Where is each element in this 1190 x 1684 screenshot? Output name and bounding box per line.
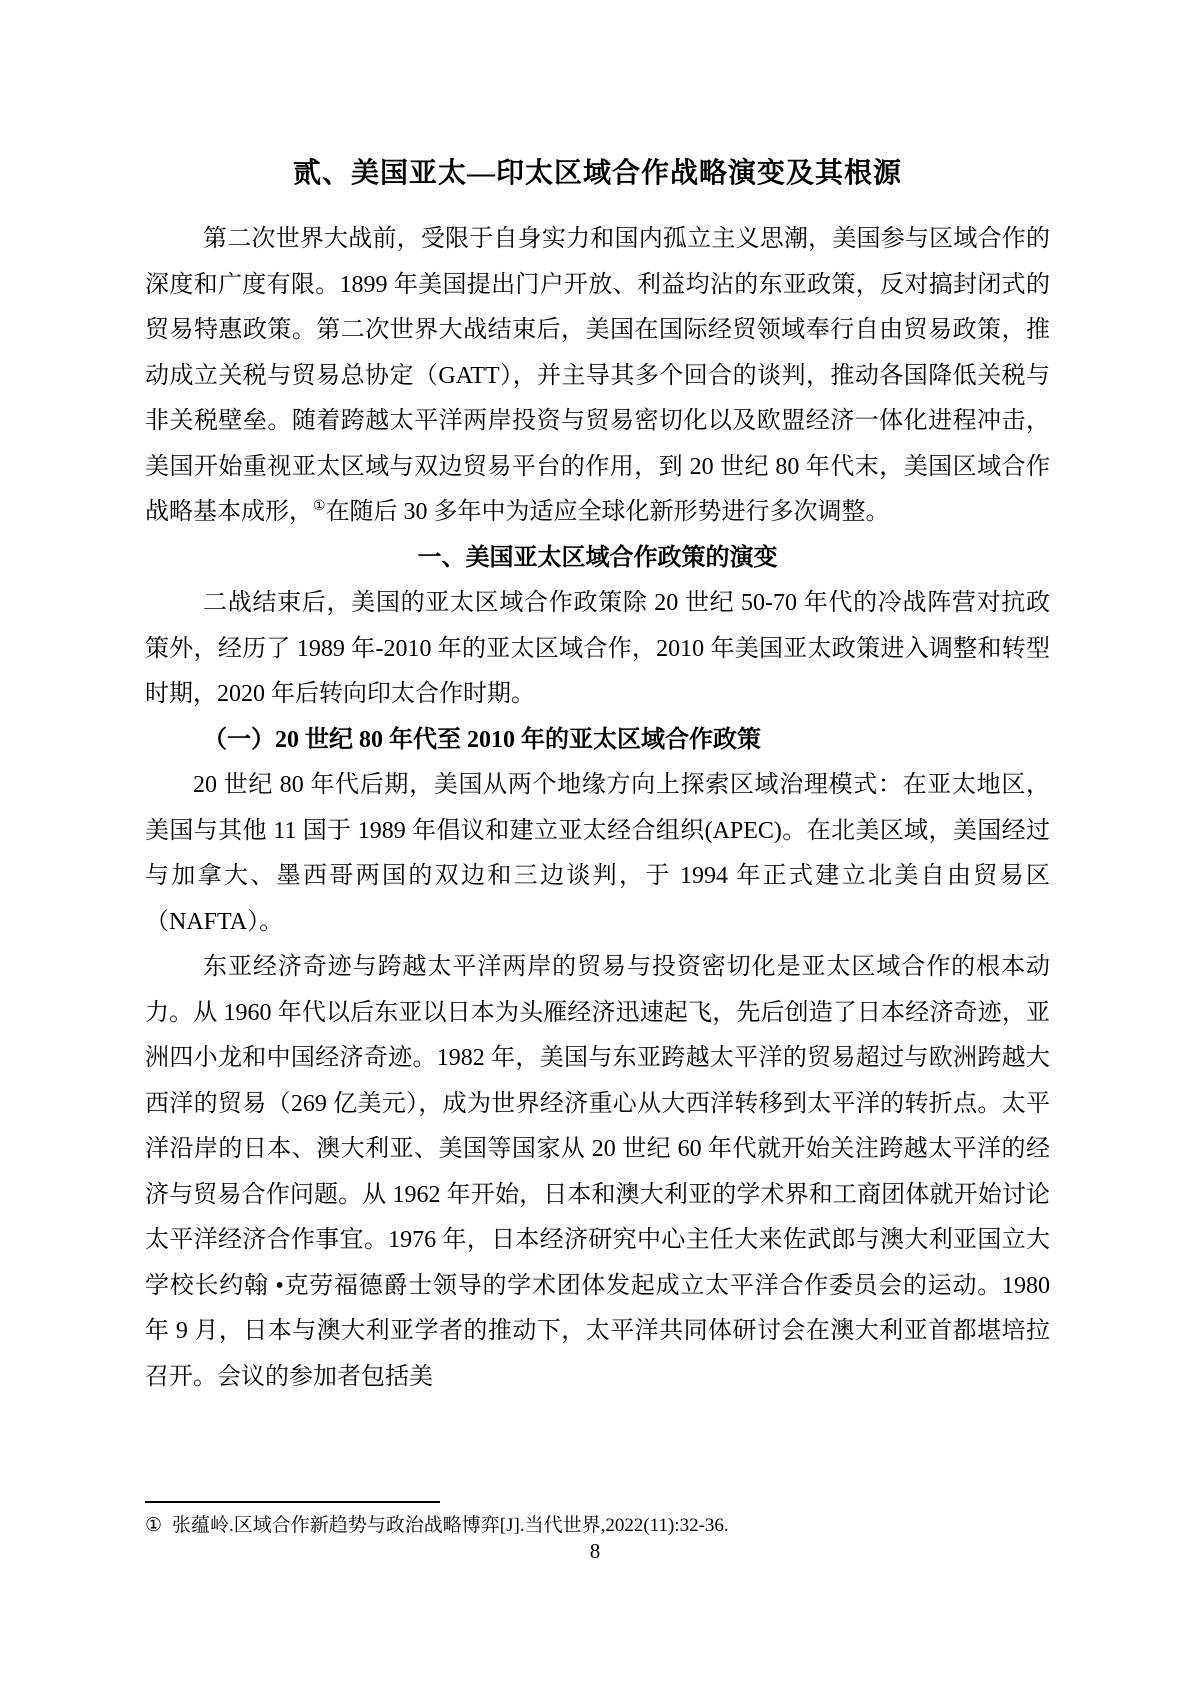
footnote-marker: ① bbox=[145, 1515, 163, 1536]
paragraph-apec-nafta: 20 世纪 80 年代后期，美国从两个地缘方向上探索区域治理模式：在亚太地区，美国与其他 11 国于 1989 年倡议和建立亚太经合组织(APEC)。在北美区域，美国经过与加拿大、墨西哥两国的双边和三边谈判，于 1994 年正式建立北美自由贸易区（NAFTA）。 bbox=[145, 772, 1050, 935]
footnote bbox=[145, 1512, 1050, 1539]
paragraph-intro bbox=[145, 217, 1050, 536]
footnote-reference-marker: ① bbox=[313, 499, 326, 514]
paragraph-intro-text-before-ref: 第二次世界大战前，受限于自身实力和国内孤立主义思潮，美国参与区域合作的深度和广度有限。1899 年美国提出门户开放、利益均沾的东亚政策，反对搞封闭式的贸易特惠政策。第二次世界大战结束后，美国在国际经贸领域奉行自由贸易政策，推动成立关税与贸易总协定（GATT），并主导其多个回合的谈判，推动各国降低关税与非关税壁垒。随着跨越太平洋两岸投资与贸易密切化以及欧盟经济一体化进程冲击，美国开始重视亚太区域与双边贸易平台的作用，到 20 世纪 80 年代末，美国区域合作战略基本成形， bbox=[145, 226, 1050, 525]
footnote-area bbox=[145, 1493, 1050, 1539]
page-number: 8 bbox=[589, 1539, 601, 1563]
body-text bbox=[145, 217, 1050, 1400]
page-title: 贰、美国亚太—印太区域合作战略演变及其根源 bbox=[292, 158, 902, 189]
paragraph-intro-text-after-ref: 在随后 30 多年中为适应全球化新形势进行多次调整。 bbox=[325, 499, 890, 525]
paragraph-east-asia-miracle: 东亚经济奇迹与跨越太平洋两岸的贸易与投资密切化是亚太区域合作的根本动力。从 1960 年代以后东亚以日本为头雁经济迅速起飞，先后创造了日本经济奇迹，亚洲四小龙和中国经济奇迹。1982 年，美国与东亚跨越太平洋的贸易超过与欧洲跨越大西洋的贸易（269 亿美元），成为世界经济重心从大西洋转移到太平洋的转折点。太平洋沿岸的日本、澳大利亚、美国等国家从 20 世纪 60 年代就开始关注跨越太平洋的经济与贸易合作问题。从 1962 年开始，日本和澳大利亚的学术界和工商团体就开始讨论太平洋经济合作事宜。1976 年，日本经济研究中心主任大来佐武郎与澳大利亚国立大学校长约翰 •克劳福德爵士领导的学术团体发起成立太平洋合作委员会的运动。1980 年 9 月，日本与澳大利亚学者的推动下，太平洋共同体研讨会在澳大利亚首都堪培拉召开。会议的参加者包括美 bbox=[145, 954, 1050, 1390]
page-content bbox=[145, 0, 1050, 1400]
paragraph-postwar-overview: 二战结束后，美国的亚太区域合作政策除 20 世纪 50-70 年代的冷战阵营对抗政策外，经历了 1989 年-2010 年的亚太区域合作，2010 年美国亚太政策进入调整和转型时期，2020 年后转向印太合作时期。 bbox=[145, 590, 1050, 707]
footnote-text: 张蕴岭.区域合作新趋势与政治战略博弈[J].当代世界,2022(11):32-36. bbox=[172, 1515, 729, 1536]
section-heading-policy-evolution: 一、美国亚太区域合作政策的演变 bbox=[417, 544, 778, 571]
sub-heading-1980s-policy: （一）20 世纪 80 年代至 2010 年的亚太区域合作政策 bbox=[203, 726, 761, 753]
footnote-separator-rule bbox=[145, 1501, 440, 1503]
